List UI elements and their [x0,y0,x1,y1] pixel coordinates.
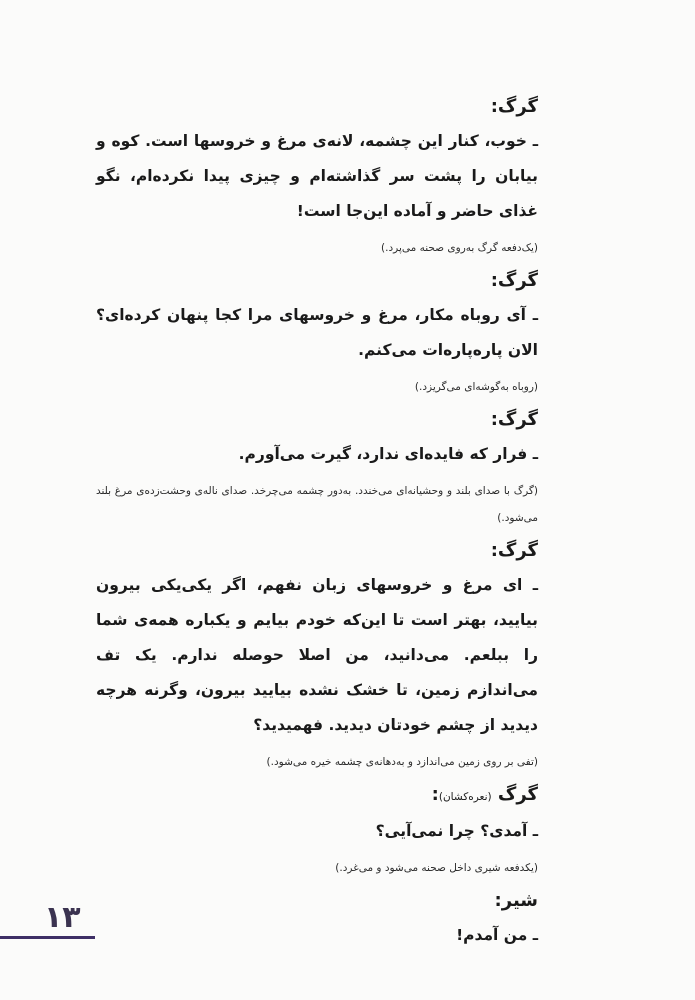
stage-direction: (یکدفعه شیری داخل صحنه می‌شود و می‌غرد.) [335,862,538,874]
page-number: ۱۳ [44,900,81,935]
stage-direction: (تفی بر روی زمین می‌اندازد و به‌دهانه‌ی چشمه خیره می‌شود.) [266,756,538,768]
stage-direction: (یک‌دفعه گرگ به‌روی صحنه می‌پرد.) [381,242,538,254]
speaker-label: گرگ: [490,270,538,291]
dialogue-line: ـ آمدی؟ چرا نمی‌آیی؟ [375,822,538,840]
speaker-label-with-note [96,782,538,810]
speaker-label: گرگ: [490,540,538,561]
speaker-note: (نعره‌کشان) [438,791,492,803]
stage-direction: (روباه به‌گوشه‌ای می‌گریزد.) [414,381,538,393]
dialogue-line: ـ خوب، کنار این چشمه، لانه‌ی مرغ و خروسها است. کوه و بیابان را پشت سر گذاشته‌ام و چیزی پیدا نکرده‌ام، نگو غذای حاضر و آماده این‌جا است! [96,132,538,220]
speaker-name: گرگ [497,784,538,805]
speaker-colon: : [431,784,439,805]
stage-direction: (گرگ با صدای بلند و وحشیانه‌ای می‌خندد. به‌دور چشمه می‌چرخد. صدای ناله‌ی وحشت‌زده‌ی مرغ بلند می‌شود.) [96,485,538,524]
speaker-label: گرگ: [490,96,538,117]
dialogue-line: ـ آی روباه مکار، مرغ و خروسهای مرا کجا پنهان کرده‌ای؟ الان پاره‌پاره‌ات می‌کنم. [96,306,538,359]
dialogue-line: ـ من آمدم! [456,926,538,944]
dialogue-line: ـ فرار که فایده‌ای ندارد، گیرت می‌آورم. [238,445,538,463]
speaker-label: گرگ: [490,409,538,430]
page-number-rule [0,936,95,939]
dialogue-line: ـ ای مرغ و خروسهای زبان نفهم، اگر یکی‌یکی بیرون بیایید، بهتر است تا این‌که خودم بیایم و یکباره همه‌ی شما را ببلعم. می‌دانید، من اصلا حوصله ندارم. یک تف می‌اندازم زمین، تا خشک نشده بیایید بیرون، وگرنه هرچه دیدید از چشم خودتان دیدید. فهمیدید؟ [96,576,538,734]
speaker-label: شیر: [494,890,538,911]
page-text [96,88,538,953]
